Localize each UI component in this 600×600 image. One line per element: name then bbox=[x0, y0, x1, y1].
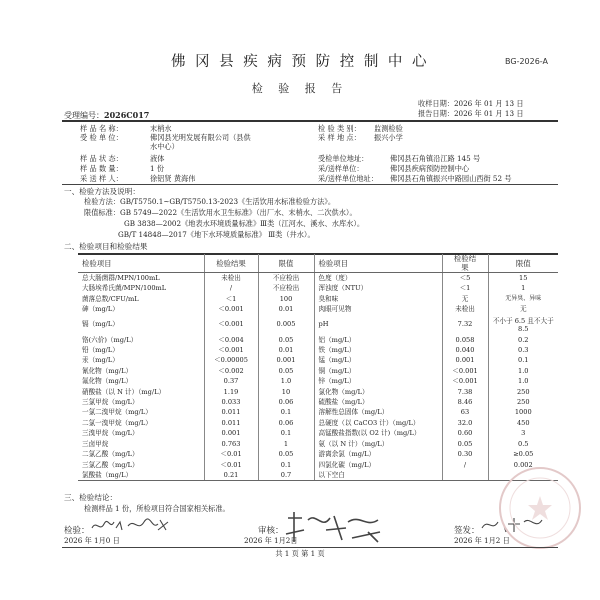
limit-cell-2: 0.002 bbox=[488, 460, 558, 470]
limit-cell: 不应检出 bbox=[258, 273, 314, 284]
limit-cell-2: 0.1 bbox=[488, 355, 558, 365]
result-cell: ＜1 bbox=[204, 294, 258, 304]
receive-date-row bbox=[418, 99, 524, 108]
method-value: GB/T5750.1~GB/T5750.13-2023《生活饮用水标准检验方法》。 bbox=[119, 197, 336, 206]
limit-cell: 0.01 bbox=[258, 345, 314, 355]
limit-cell-2: 1000 bbox=[488, 407, 558, 417]
top-divider bbox=[62, 120, 558, 122]
limit-cell-2: 1 bbox=[488, 283, 558, 293]
limit-cell: 0.01 bbox=[258, 304, 314, 314]
item-cell: 汞（mg/L） bbox=[82, 356, 119, 365]
info-unit-value-cont: 水中心） bbox=[150, 142, 179, 151]
result-cell-2: ＜5 bbox=[442, 273, 488, 284]
result-cell: 0.763 bbox=[204, 439, 258, 449]
info-sample-name-label: 样 品 名 称： bbox=[80, 124, 123, 133]
reviewer-signature bbox=[282, 510, 392, 550]
item-cell-2: 硫酸盐（mg/L） bbox=[314, 397, 442, 407]
limit-cell: 0.001 bbox=[258, 355, 314, 365]
table-row bbox=[78, 449, 558, 459]
table-row bbox=[78, 335, 558, 345]
results-header-row bbox=[78, 254, 558, 273]
item-cell: 三氯甲烷（mg/L） bbox=[82, 398, 139, 407]
receive-date-label: 收样日期： bbox=[418, 99, 454, 108]
limit-cell-2: 0.3 bbox=[488, 345, 558, 355]
table-row bbox=[78, 294, 558, 304]
limit-cell: 0.1 bbox=[258, 460, 314, 470]
limit-cell-2: 1.0 bbox=[488, 366, 558, 376]
item-cell-2: 臭和味 bbox=[314, 294, 442, 304]
limit-cell-2: 250 bbox=[488, 387, 558, 397]
method-row bbox=[84, 197, 335, 206]
result-cell-2: 32.0 bbox=[442, 418, 488, 428]
report-subtitle: 检 验 报 告 bbox=[251, 82, 349, 95]
header-item: 检验项目 bbox=[78, 254, 204, 273]
receive-date-value: 2026 年 01 月 13 日 bbox=[453, 99, 524, 108]
sign-date: 2026 年 1月2 日 bbox=[454, 536, 510, 545]
inspect-date: 2026 年 1月0 日 bbox=[64, 536, 120, 545]
result-cell-2: ＜0.001 bbox=[442, 366, 488, 376]
result-cell: 0.21 bbox=[204, 470, 258, 481]
report-date-value: 2026 年 01 月 13 日 bbox=[453, 109, 524, 118]
item-cell: 氟化物（mg/L） bbox=[82, 377, 133, 386]
limit-cell-2: 无异臭、异味 bbox=[488, 294, 558, 304]
table-row bbox=[78, 376, 558, 386]
info-state-value: 液体 bbox=[150, 154, 165, 163]
info-state-label: 样 品 状 态： bbox=[80, 154, 123, 163]
table-row bbox=[78, 460, 558, 470]
item-cell: 硝酸盐（以 N 计）（mg/L） bbox=[82, 387, 166, 396]
limit-row-1 bbox=[84, 208, 357, 217]
table-row bbox=[78, 418, 558, 428]
limit-cell-2: 3 bbox=[488, 428, 558, 438]
info-unit-value: 佛冈县光明发展有限公司（县供 bbox=[150, 133, 251, 142]
limit-cell: 10 bbox=[258, 387, 314, 397]
result-cell: / bbox=[204, 283, 258, 293]
limit-cell-2: 250 bbox=[488, 397, 558, 407]
result-cell: 未检出 bbox=[204, 273, 258, 284]
result-cell-2: 0.05 bbox=[442, 439, 488, 449]
header-result: 检验结果 bbox=[204, 254, 258, 273]
table-row bbox=[78, 315, 558, 335]
info-test-type-value: 监测检验 bbox=[374, 124, 403, 133]
result-cell-2 bbox=[442, 470, 488, 481]
item-cell: 二氯一溴甲烷（mg/L） bbox=[82, 418, 152, 427]
result-cell: 0.001 bbox=[204, 428, 258, 438]
review-date: 2026 年 1月2日 bbox=[244, 536, 298, 545]
limit-cell: 0.1 bbox=[258, 428, 314, 438]
table-row bbox=[78, 273, 558, 284]
sign-label: 签发： bbox=[454, 526, 480, 536]
item-cell: 总大肠菌群/MPN/100mL bbox=[82, 274, 160, 282]
table-row bbox=[78, 387, 558, 397]
results-table bbox=[78, 254, 558, 481]
item-cell-2: 氨（以 N 计）（mg/L） bbox=[314, 439, 442, 449]
limit-cell: 0.05 bbox=[258, 449, 314, 459]
result-cell: ＜0.004 bbox=[204, 335, 258, 345]
info-sample-name-value: 末梢水 bbox=[150, 124, 172, 133]
limit-cell: 0.1 bbox=[258, 407, 314, 417]
info-unit-label: 受 检 单 位： bbox=[80, 133, 123, 142]
limit-cell-2: 1.0 bbox=[488, 376, 558, 386]
limit-cell: 不应检出 bbox=[258, 283, 314, 293]
result-cell-2: 8.46 bbox=[442, 397, 488, 407]
info-unit-address-value: 佛冈县石角镇沿江路 145 号 bbox=[390, 154, 481, 163]
info-qty-label: 样 品 数 量： bbox=[80, 164, 123, 173]
limit-cell-2: 无 bbox=[488, 304, 558, 314]
header-result-2-line2: 果 bbox=[461, 263, 469, 272]
item-cell-2: 浑浊度（NTU） bbox=[314, 283, 442, 293]
page-indicator: 共 1 页 第 1 页 bbox=[275, 549, 325, 558]
result-cell: 1.19 bbox=[204, 387, 258, 397]
result-cell-2: 63 bbox=[442, 407, 488, 417]
result-cell: ＜0.001 bbox=[204, 315, 258, 335]
item-cell: 砷（mg/L） bbox=[82, 305, 119, 314]
inspector-signature bbox=[88, 516, 174, 536]
limit-cell: 0.06 bbox=[258, 397, 314, 407]
result-cell: ＜0.001 bbox=[204, 345, 258, 355]
info-sampler-value: 徐铝贤 黄海伟 bbox=[150, 174, 196, 183]
limit-cell: 100 bbox=[258, 294, 314, 304]
accept-number-label: 受理编号： bbox=[64, 111, 104, 120]
item-cell-2: 铝（mg/L） bbox=[314, 335, 442, 345]
info-test-type-label: 检 验 类 别： bbox=[318, 124, 361, 133]
header-limit: 限值 bbox=[258, 254, 314, 273]
item-cell: 三卤甲烷 bbox=[82, 439, 109, 448]
item-cell-2: 色度（度） bbox=[314, 273, 442, 284]
result-cell-2: ＜0.001 bbox=[442, 376, 488, 386]
result-cell: 0.011 bbox=[204, 407, 258, 417]
item-cell: 三氯乙酸（mg/L） bbox=[82, 460, 139, 469]
limit-cell-2: 不小于 6.5 且不大于 8.5 bbox=[488, 315, 558, 335]
limit-cell: 1 bbox=[258, 439, 314, 449]
info-sampler-label: 采 送 样 人： bbox=[80, 174, 123, 183]
result-cell-2: 0.001 bbox=[442, 355, 488, 365]
info-unit-address-label: 受检单位地址： bbox=[318, 154, 369, 163]
report-date-row bbox=[418, 109, 524, 118]
item-cell-2: 总硬度（以 CaCO3 计）（mg/L） bbox=[314, 418, 442, 428]
result-cell-2: 7.38 bbox=[442, 387, 488, 397]
header-result-2-line1: 检验结 bbox=[453, 254, 477, 263]
result-cell: ＜0.01 bbox=[204, 449, 258, 459]
section1-heading: 一、检验方法及说明： bbox=[64, 187, 140, 196]
limit-standard-3: GB/T 14848—2017《地下水环境质量标准》 Ⅲ类（井水）。 bbox=[118, 230, 315, 239]
result-cell-2: 无 bbox=[442, 294, 488, 304]
info-divider bbox=[62, 184, 558, 185]
table-row bbox=[78, 439, 558, 449]
item-cell-2: 铜（mg/L） bbox=[314, 366, 442, 376]
result-cell: 0.011 bbox=[204, 418, 258, 428]
item-cell: 二氯乙酸（mg/L） bbox=[82, 450, 139, 459]
limit-label: 限值标准： bbox=[84, 208, 120, 217]
info-sender-address-value: 佛冈县石角镇振兴中路园山西街 52 号 bbox=[390, 174, 512, 183]
item-cell-2: 氯化物（mg/L） bbox=[314, 387, 442, 397]
info-qty-value: 1 份 bbox=[150, 164, 165, 173]
item-cell-2: pH bbox=[314, 315, 442, 335]
item-cell-2: 四氯化碳（mg/L） bbox=[314, 460, 442, 470]
info-sample-site-value: 振兴小学 bbox=[374, 133, 403, 142]
limit-cell: 0.7 bbox=[258, 470, 314, 481]
inspect-label: 检验： bbox=[64, 526, 90, 536]
limit-cell-2: 15 bbox=[488, 273, 558, 284]
table-row bbox=[78, 366, 558, 376]
item-cell: 菌落总数/CFU/mL bbox=[82, 294, 139, 303]
limit-cell: 0.06 bbox=[258, 418, 314, 428]
table-row bbox=[78, 407, 558, 417]
item-cell: 镉（mg/L） bbox=[82, 320, 119, 329]
result-cell-2: 0.058 bbox=[442, 335, 488, 345]
official-seal-icon bbox=[494, 462, 586, 554]
item-cell: 氰化物（mg/L） bbox=[82, 366, 133, 375]
item-cell-2: 高锰酸盐指数(以 O2 计)（mg/L） bbox=[314, 428, 442, 438]
limit-cell: 0.005 bbox=[258, 315, 314, 335]
info-sender-value: 佛冈县疾病预防控制中心 bbox=[390, 164, 470, 173]
table-row bbox=[78, 428, 558, 438]
item-cell-2: 锰（mg/L） bbox=[314, 355, 442, 365]
result-cell-2: 未检出 bbox=[442, 304, 488, 314]
result-cell: 0.37 bbox=[204, 376, 258, 386]
result-cell: ＜0.00005 bbox=[204, 355, 258, 365]
item-cell: 氯酸盐（mg/L） bbox=[78, 470, 204, 481]
info-sender-address-label: 采/送样单位地址： bbox=[318, 174, 378, 183]
section3-heading: 三、检验结论： bbox=[64, 493, 118, 502]
limit-cell: 0.05 bbox=[258, 335, 314, 345]
limit-standard-2: GB 3838—2002《地表水环境质量标准》Ⅲ类（江河水、溪水、水库水）。 bbox=[124, 219, 365, 228]
item-cell: 一氯二溴甲烷（mg/L） bbox=[82, 408, 152, 417]
item-cell-2: 铁（mg/L） bbox=[314, 345, 442, 355]
table-row bbox=[78, 470, 558, 481]
limit-cell-2: 0.5 bbox=[488, 439, 558, 449]
table-row bbox=[78, 345, 558, 355]
item-cell-2: 锌（mg/L） bbox=[314, 376, 442, 386]
table-row bbox=[78, 304, 558, 314]
limit-cell: 1.0 bbox=[258, 376, 314, 386]
section2-heading: 二、检验项目和检验结果 bbox=[64, 242, 148, 251]
item-cell: 三溴甲烷（mg/L） bbox=[82, 429, 139, 438]
item-cell: 铅（mg/L） bbox=[82, 346, 119, 355]
item-cell: 铬(六价)（mg/L） bbox=[82, 335, 138, 344]
org-title: 佛 冈 县 疾 病 预 防 控 制 中 心 bbox=[170, 54, 430, 70]
limit-cell: 0.05 bbox=[258, 366, 314, 376]
info-sender-label: 采/送样单位： bbox=[318, 164, 364, 173]
method-label: 检验方法： bbox=[84, 197, 120, 206]
result-cell-2: 7.32 bbox=[442, 315, 488, 335]
item-cell-2: 溶解性总固体（mg/L） bbox=[314, 407, 442, 417]
report-number: BG-2026-A bbox=[505, 57, 548, 66]
result-cell-2: 0.60 bbox=[442, 428, 488, 438]
header-result-2 bbox=[442, 254, 488, 273]
header-item-2: 检验项目 bbox=[314, 254, 442, 273]
result-cell: ＜0.01 bbox=[204, 460, 258, 470]
item-cell: 大肠埃希氏菌/MPN/100mL bbox=[82, 284, 167, 293]
result-cell: ＜0.001 bbox=[204, 304, 258, 314]
table-row bbox=[78, 283, 558, 293]
result-cell-2: 0.040 bbox=[442, 345, 488, 355]
limit-cell-2: 0.2 bbox=[488, 335, 558, 345]
table-row bbox=[78, 397, 558, 407]
result-cell-2: ＜1 bbox=[442, 283, 488, 293]
table-row bbox=[78, 355, 558, 365]
report-date-label: 报告日期： bbox=[418, 109, 454, 118]
item-cell-2: 游离余氯（mg/L） bbox=[314, 449, 442, 459]
accept-number-value: 2026C017 bbox=[104, 110, 150, 120]
review-label: 审核： bbox=[258, 526, 284, 536]
result-cell-2: 0.30 bbox=[442, 449, 488, 459]
footer-divider bbox=[62, 547, 558, 548]
item-cell-2: 肉眼可见物 bbox=[314, 304, 442, 314]
header-limit-2: 限值 bbox=[488, 254, 558, 273]
result-cell: ＜0.002 bbox=[204, 366, 258, 376]
item-cell-2: 以下空白 bbox=[314, 470, 442, 481]
limit-standard-1: GB 5749—2022《生活饮用水卫生标准》（出厂水、末梢水、二次供水）。 bbox=[119, 208, 357, 217]
info-sample-site-label: 采 样 地 点： bbox=[318, 133, 361, 142]
conclusion-text: 检测样品 1 份，所检项目符合国家相关标准。 bbox=[84, 504, 230, 513]
limit-cell-2: 450 bbox=[488, 418, 558, 428]
result-cell: 0.033 bbox=[204, 397, 258, 407]
result-cell-2: / bbox=[442, 460, 488, 470]
limit-cell-2: ≥0.05 bbox=[488, 449, 558, 459]
